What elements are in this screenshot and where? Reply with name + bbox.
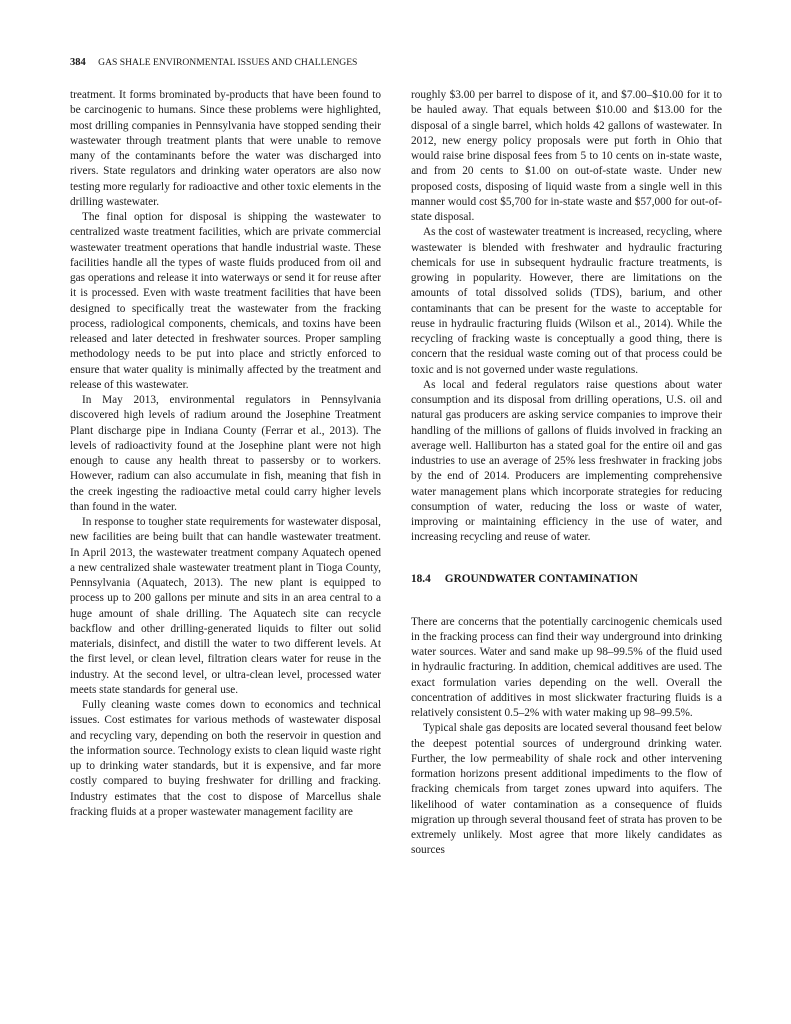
paragraph: roughly $3.00 per barrel to dispose of it, and $7.00–$10.00 for it to be hauled away. That equals between $10.00 and $13.00 for the disposal of a single barrel, which holds 42 gallons of wastewater. In 2012, new energy policy proposals were put forth in Ohio that would raise brine disposal fees from 5 to 10 cents on in-state waste, and from 20 cents to $1.00 on out-of-state waste. Under new proposed costs, disposing of liquid waste from a single well in this manner would cost $5,700 for in-state waste and $57,000 for out-of-state disposal. — [411, 89, 722, 223]
page-number: 384 — [70, 57, 86, 68]
paragraph: The final option for disposal is shipping the wastewater to centralized waste treatment facilities, which are private commercial wastewater treatment operations that handle industrial waste. These facilities handle all the types of waste fluids produced from oil and gas operations and release it into waterways or send it for reuse after it is processed. Even with waste treatment facilities that have been designed to specifically treat the wastewater from the fracking process, radiological components, chemicals, and toxins have been released and later detected in freshwater sources. Proper sampling methodology needs to be put into place and strictly enforced to ensure that water quality is minimally affected by the treatment and release of this wastewater. — [70, 211, 381, 391]
paragraph: Fully cleaning waste comes down to economics and technical issues. Cost estimates for various methods of wastewater disposal and recycling vary, depending on both the reservoir in question and the information source. Technology exists to clean liquid waste right up to drinking water standards, but it is expensive, and far more costly compared to buying freshwater for drilling and fracking. Industry estimates that the cost to dispose of Marcellus shale fracking fluids at a proper wastewater management facility are — [70, 699, 381, 818]
left-column — [70, 88, 381, 820]
section-heading — [411, 572, 722, 587]
paragraph: As local and federal regulators raise questions about water consumption and its disposal from drilling operations, U.S. oil and natural gas producers are asking service companies to improve their handling of the millions of gallons of fluids involved in fracking an average well. Halliburton has a stated goal for the entire oil and gas industries to use an average of 25% less freshwater in fracking jobs by the end of 2014. Producers are implementing comprehensive water management plans which incorporate strategies for reducing consumption of water, reducing the loss or waste of water, improving or maintaining efficiency in the use of water, and increasing recycling and reuse of water. — [411, 378, 722, 544]
section-number: 18.4 — [411, 572, 431, 585]
paragraph: Typical shale gas deposits are located several thousand feet below the deepest potential sources of underground drinking water. Further, the low permeability of shale rock and other intervening formation horizons present additional impediments to the flow of fracking chemicals from target zones upward into aquifers. The likelihood of water contamination as a consequence of fluids migration up through several thousand feet of strata has proven to be extremely unlikely. Most agree that more likely candidates as sources — [411, 722, 722, 857]
running-header — [70, 57, 722, 69]
section-title: GROUNDWATER CONTAMINATION — [444, 572, 638, 585]
paragraph: There are concerns that the potentially carcinogenic chemicals used in the fracking process can find their way underground into drinking water sources. Water and sand make up 98–99.5% of the fluid used in hydraulic fracturing. In addition, chemical additives are used. The exact formulation varies depending on the well. Overall the concentration of additives in most slickwater fracturing fluids is a relatively consistent 0.5–2% with water making up 98–99.5%. — [411, 615, 722, 719]
right-column — [411, 88, 722, 859]
running-title: GAS SHALE ENVIRONMENTAL ISSUES AND CHALLENGES — [98, 57, 358, 68]
paragraph: In response to tougher state requirements for wastewater disposal, new facilities are being built that can handle wastewater treatment. In April 2013, the wastewater treatment company Aquatech opened a new centralized shale wastewater treatment plant in Tioga County, Pennsylvania (Aquatech, 2013). The new plant is equipped to process up to 200 gallons per minute and sits in an area central to a huge amount of shale drilling. The Aquatech site can recycle backflow and other drilling-generated liquids to filter out solid materials, disinfect, and distill the water to two different levels. At the first level, or clean level, filtration clears water for reuse in the industry. At the second level, or ultra-clean level, processed water meets state standards for general use. — [70, 516, 381, 696]
paragraph: As the cost of wastewater treatment is increased, recycling, where wastewater is blended with freshwater and hydraulic fracturing chemicals for use in subsequent hydraulic fracture treatments, is growing in popularity. However, there are limitations on the amounts of total dissolved solids (TDS), barium, and other contaminants that can be present for the waste to acceptable for reuse in hydraulic fracturing fluids (Wilson et al., 2014). While the recycling of fracking waste is conceptually a good thing, there is concern that the residual waste coming out of that process could be toxic and is not governed under waste regulations. — [411, 226, 722, 376]
paragraph: In May 2013, environmental regulators in Pennsylvania discovered high levels of radium around the Josephine Treatment Plant discharge pipe in Indiana County (Ferrar et al., 2013). The levels of radioactivity found at the Josephine plant were not high enough to cause any health threat to passersby or to workers. However, radium can also accumulate in fish, meaning that fish in the creek ingesting the radioactive metal could carry higher levels than found in the water. — [70, 394, 381, 513]
paragraph: treatment. It forms brominated by-products that have been found to be carcinogenic to humans. Since these problems were highlighted, most drilling companies in Pennsylvania have stopped sending their wastewater through treatment plants that were unable to remove many of the contaminants before the water was discharged into rivers. State regulators and drinking water operators are also now testing more regularly for radioactive and other toxic elements in the drilling wastewater. — [70, 89, 381, 208]
